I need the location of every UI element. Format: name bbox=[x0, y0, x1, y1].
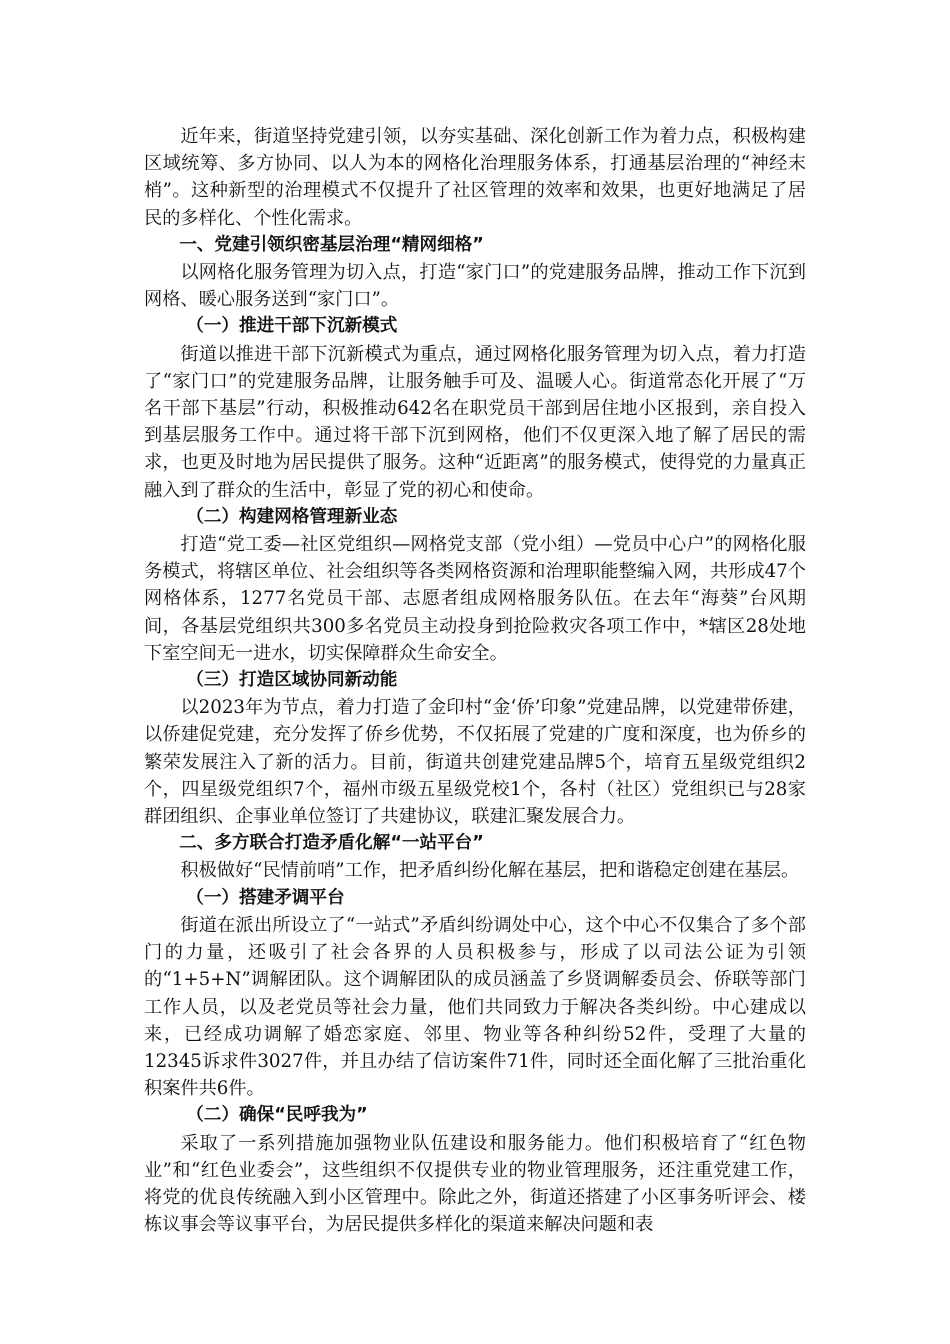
intro-paragraph: 近年来，街道坚持党建引领，以夯实基础、深化创新工作为着力点，积极构建区域统筹、多方协同、以人为本的网格化治理服务体系，打通基层治理的“神经末梢”。这种新型的治理模式不仅提升了社区管理的效率和效果，也更好地满足了居民的多样化、个性化需求。 bbox=[144, 126, 806, 229]
paragraph-1-3: 以2023年为节点，着力打造了金印村“金‘侨’印象”党建品牌，以党建带侨建，以侨建促党建，充分发挥了侨乡优势，不仅拓展了党建的广度和深度，也为侨乡的繁荣发展注入了新的活力。目前，街道共创建党建品牌5个，培育五星级党组织2个，四星级党组织7个，福州市级五星级党校1个，各村（社区）党组织已与28家群团组织、企事业单位签订了共建协议，联建汇聚发展合力。 bbox=[144, 697, 806, 828]
subheading-2-1: （一）搭建矛调平台 bbox=[186, 887, 345, 908]
paragraph-1-2: 打造“党工委—社区党组织—网格党支部（党小组）—党员中心户”的网格化服务模式，将辖区单位、社会组织等各类网格资源和治理职能整编入网，共形成47个网格体系，1277名党员干部、志愿者组成网格服务队伍。在去年“海葵”台风期间，各基层党组织共300多名党员主动投身到抢险救灾各项工作中，*辖区28处地下室空间无一进水，切实保障群众生命安全。 bbox=[144, 534, 806, 664]
subheading-1-1: （一）推进干部下沉新模式 bbox=[186, 316, 398, 337]
section-2-intro: 积极做好“民情前哨”工作，把矛盾纠纷化解在基层，把和谐稳定创建在基层。 bbox=[180, 860, 800, 882]
document-page bbox=[144, 123, 806, 1238]
paragraph-1-1: 街道以推进干部下沉新模式为重点，通过网格化服务管理为切入点，着力打造了“家门口”的党建服务品牌，让服务触手可及、温暖人心。街道常态化开展了“万名干部下基层”行动，积极推动642名在职党员干部到居住地小区报到，亲自投入到基层服务工作中。通过将干部下沉到网格，他们不仅更深入地了解了居民的需求，也更及时地为居民提供了服务。这种“近距离”的服务模式，使得党的力量真正融入到了群众的生活中，彰显了党的初心和使命。 bbox=[144, 343, 806, 501]
paragraph-2-1: 街道在派出所设立了“一站式”矛盾纠纷调处中心，这个中心不仅集合了多个部门的力量，还吸引了社会各界的人员积极参与，形成了以司法公证为引领的“1+5+N”调解团队。这个调解团队的成员涵盖了乡贤调解委员会、侨联等部门工作人员，以及老党员等社会力量，他们共同致力于解决各类纠纷。中心建成以来，已经成功调解了婚恋家庭、邻里、物业等各种纠纷52件，受理了大量的12345诉求件3027件，并且办结了信访案件71件，同时还全面化解了三批治重化积案件共6件。 bbox=[144, 914, 806, 1100]
section-heading-2: 二、多方联合打造矛盾化解“一站平台” bbox=[179, 833, 484, 854]
subheading-1-2: （二）构建网格管理新业态 bbox=[186, 506, 398, 527]
subheading-1-3: （三）打造区域协同新动能 bbox=[186, 670, 398, 691]
subheading-2-2: （二）确保“民呼我为” bbox=[186, 1105, 368, 1126]
section-heading-1: 一、党建引领织密基层治理“精网细格” bbox=[179, 234, 484, 255]
section-1-intro: 以网格化服务管理为切入点，打造“家门口”的党建服务品牌，推动工作下沉到网格、暖心服务送到“家门口”。 bbox=[144, 262, 806, 311]
paragraph-2-2: 采取了一系列措施加强物业队伍建设和服务能力。他们积极培育了“红色物业”和“红色业委会”，这些组织不仅提供专业的物业管理服务，还注重党建工作，将党的优良传统融入到小区管理中。除此之外，街道还搭建了小区事务听评会、楼栋议事会等议事平台，为居民提供多样化的渠道来解决问题和表 bbox=[144, 1132, 806, 1236]
